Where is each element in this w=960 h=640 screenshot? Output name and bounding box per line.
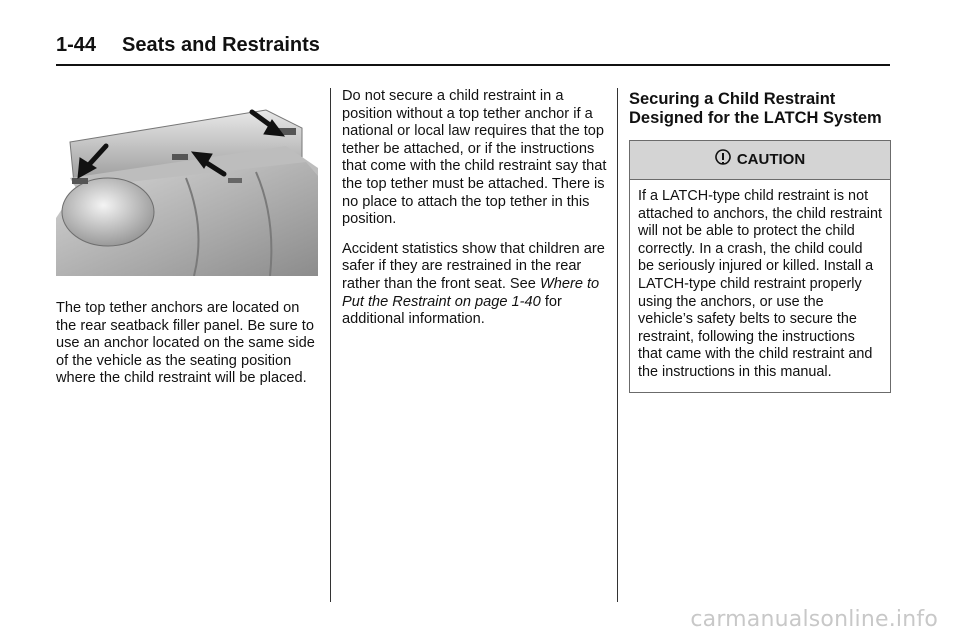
accident-statistics-end: for additional information. xyxy=(342,293,562,328)
caution-label: CAUTION xyxy=(736,151,806,169)
column-divider xyxy=(330,88,331,602)
column-3 xyxy=(629,88,891,393)
caution-box xyxy=(629,140,891,393)
column-1 xyxy=(56,88,322,400)
caution-header xyxy=(630,141,890,180)
seatback-illustration-svg xyxy=(56,88,318,276)
column-2 xyxy=(342,88,608,341)
latch-section-heading: Securing a Child Restraint Designed for the LATCH System xyxy=(629,90,882,127)
page-header xyxy=(56,34,890,57)
column-divider xyxy=(617,88,618,602)
tether-location-paragraph: The top tether anchors are located on the rear seatback filler panel. Be sure to use an anchor located on the same side of the vehicle as the seating position where the child restraint will be placed. xyxy=(56,300,315,387)
page-number: 1-44 xyxy=(56,34,97,56)
seatback-tether-anchor-illustration xyxy=(56,88,318,276)
header-rule xyxy=(56,64,890,66)
no-tether-warning-paragraph: Do not secure a child restraint in a position without a top tether anchor if a national or local law requires that the top tether be attached, or if the instructions that come with the child restraint say that the top tether must be attached. There is no place to attach the top tether in this position. xyxy=(342,88,607,228)
accident-statistics-text: Accident statistics show that children are safer if they are restrained in the rear rather than the front seat. See xyxy=(342,240,605,292)
caution-text: If a LATCH-type child restraint is not attached to anchors, the child restraint will not be able to protect the child correctly. In a crash, the child could be seriously injured or killed. Install a LATCH-type child restraint properly using the anchors, or use the vehicle’s safety belts to secure the restraint, following the instructions that came with the child restraint and the instructions in this manual. xyxy=(638,188,882,380)
cross-reference-link[interactable]: Where to Put the Restraint on page 1-40 xyxy=(342,275,600,310)
section-title: Seats and Restraints xyxy=(122,34,320,56)
watermark: carmanualsonline.info xyxy=(690,607,938,632)
warning-icon xyxy=(715,149,731,172)
accident-statistics-paragraph xyxy=(342,241,608,329)
